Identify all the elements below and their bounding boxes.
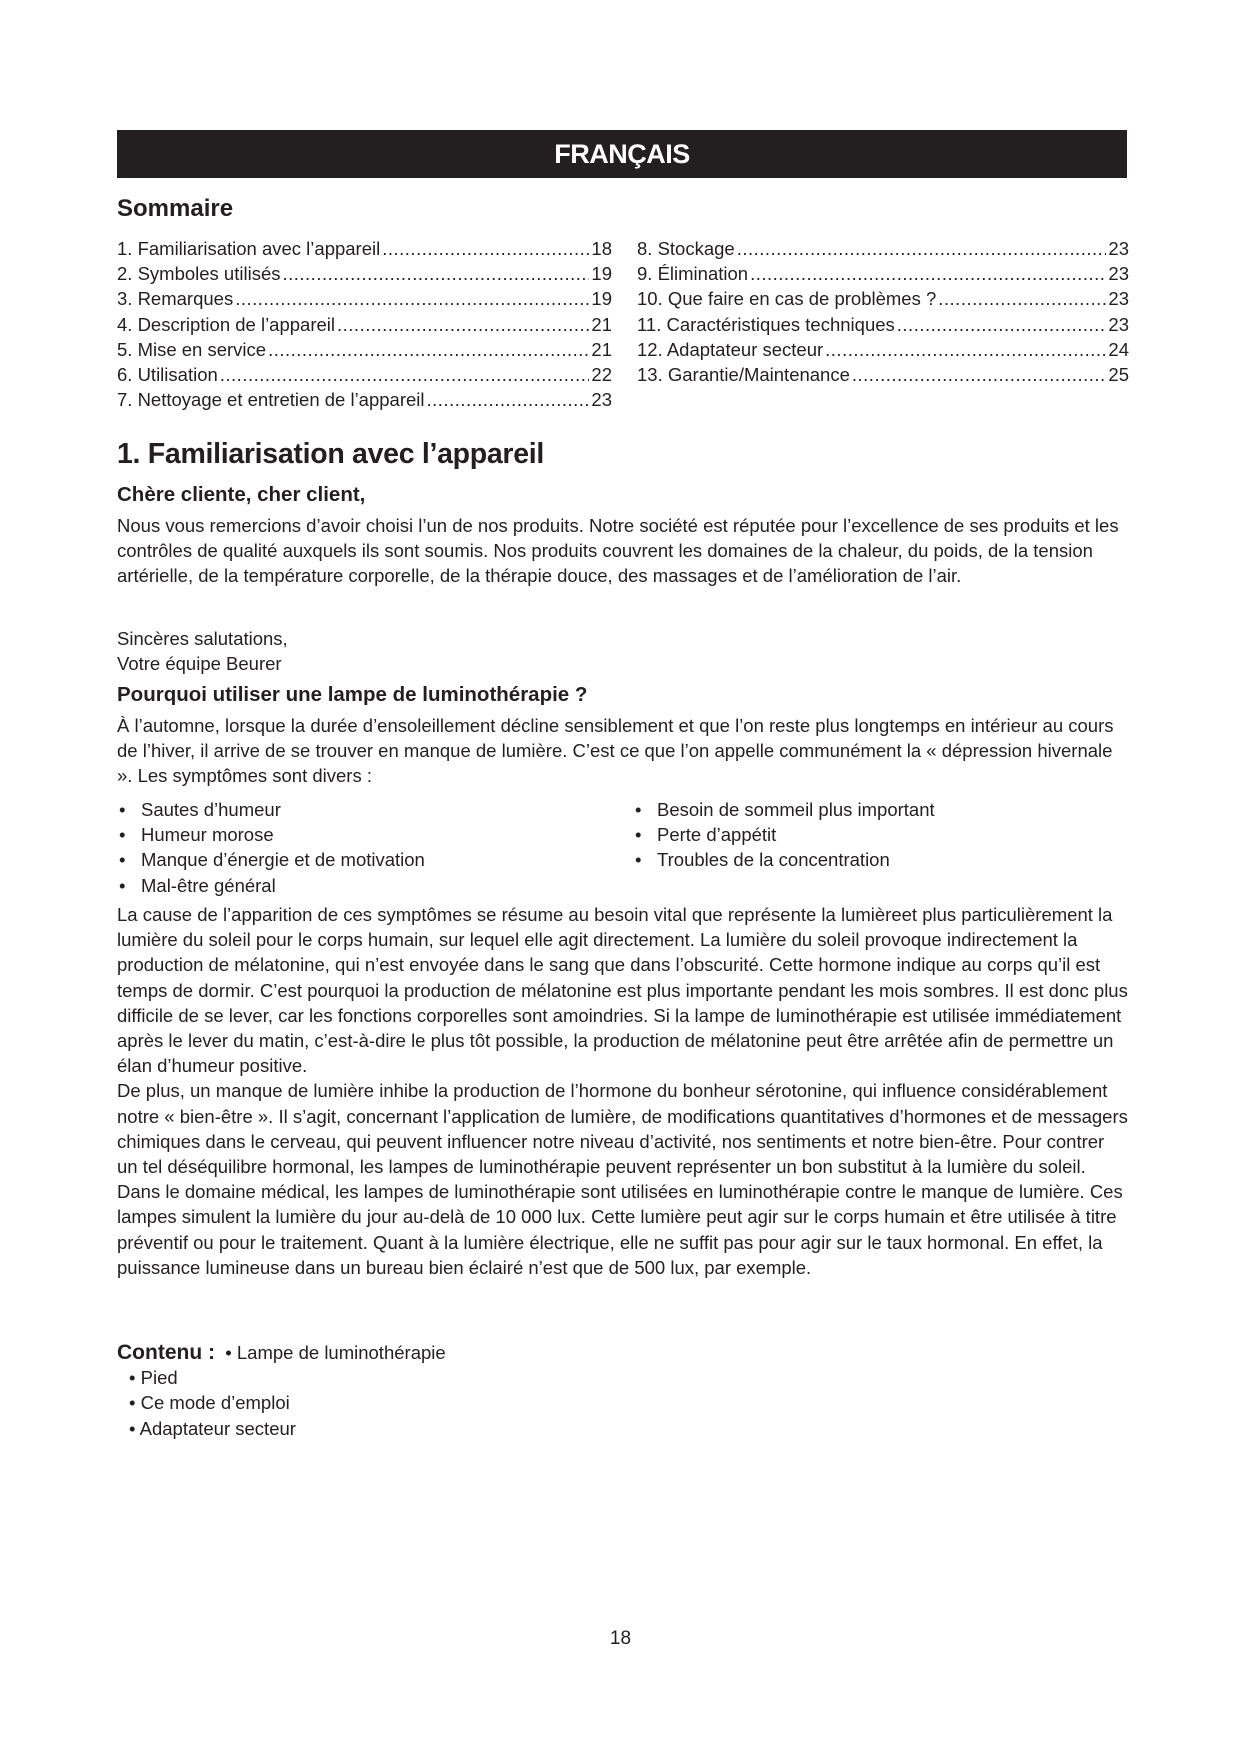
- toc-entry[interactable]: [117, 286, 612, 311]
- list-item-text: Ce mode d’emploi: [140, 1392, 290, 1414]
- bullet-icon: •: [129, 1392, 136, 1414]
- toc-title: Sommaire: [117, 195, 234, 222]
- why-paragraph: [117, 713, 1129, 789]
- list-item-text: Perte d’appétit: [657, 824, 777, 846]
- toc-leader-dots: [220, 362, 590, 387]
- closing-line-1: Sincères salutations,: [117, 628, 288, 649]
- toc-entry-page: 19: [591, 263, 612, 285]
- toc-entry-label: 7. Nettoyage et entretien de l’appareil: [117, 389, 425, 411]
- body-paragraph-1: La cause de l’apparition de ces symptômes se résume au besoin vital que représente la lumièreet plus particulièrement la lumière du soleil pour le corps humain, sur lequel elle agit directement. La lumière du soleil provoque indirectement la production de mélatonine, qui n’est envoyée dans le sang que dans l’obscurité. Cette hormone indique au corps qu’il est temps de dormir. C’est pourquoi la production de mélatonine est plus importante pendant les mois sombres. Il est donc plus difficile de se lever, car les fonctions corporelles sont amoindries. Si la lampe de luminothérapie est utilisée immédiatement après le lever du matin, c’est-à-dire le plus tôt possible, la production de mélatonine peut être arrêtée afin de permettre un élan d’humeur positive.: [117, 904, 1128, 1077]
- toc-entry-label: 4. Description de l’appareil: [117, 313, 336, 335]
- greeting-heading: Chère cliente, cher client,: [117, 483, 366, 506]
- list-item: [633, 822, 935, 847]
- list-item-text: Manque d’énergie et de motivation: [141, 849, 425, 871]
- contents-list: [117, 1340, 446, 1441]
- toc-entry[interactable]: [117, 236, 612, 261]
- toc-entry-label: 13. Garantie/Maintenance: [637, 364, 850, 386]
- bullet-icon: •: [129, 1367, 136, 1389]
- language-banner: [117, 130, 1127, 178]
- list-item-text: Besoin de sommeil plus important: [657, 799, 935, 820]
- toc-right-column: [637, 236, 1129, 387]
- body-paragraph-3: Dans le domaine médical, les lampes de luminothérapie sont utilisées en luminothérapie contre le manque de lumière. Ces lampes simulent la lumière du jour au-delà de 10 000 lux. Cette lumière peut agir sur le corps humain et être utilisée à titre préventif ou pour le traitement. Quant à la lumière électrique, elle ne suffit pas pour agir sur le taux hormonal. En effet, la puissance lumineuse dans un bureau bien éclairé n’est que de 500 lux, par exemple.: [117, 1181, 1123, 1278]
- list-item: [633, 847, 935, 872]
- toc-leader-dots: [737, 236, 1107, 261]
- list-item: [117, 1416, 446, 1441]
- contents-first-row: [117, 1340, 446, 1365]
- toc-entry-label: 12. Adaptateur secteur: [637, 338, 824, 360]
- toc-leader-dots: [268, 337, 589, 362]
- list-item-text: Sautes d’humeur: [141, 799, 281, 820]
- toc-entry-page: 23: [1108, 313, 1129, 335]
- toc-entry-page: 23: [591, 389, 612, 411]
- toc-entry-page: 21: [591, 338, 612, 360]
- toc-entry[interactable]: [117, 362, 612, 387]
- bullet-icon: •: [119, 799, 126, 820]
- bullet-icon: •: [119, 874, 126, 896]
- toc-entry-page: 21: [591, 313, 612, 335]
- toc-entry-page: 18: [591, 238, 612, 259]
- bullet-icon: •: [119, 849, 126, 871]
- bullet-icon: •: [635, 849, 642, 871]
- toc-entry[interactable]: [637, 286, 1129, 311]
- intro-text: Nous vous remercions d’avoir choisi l’un de nos produits. Notre société est réputée pour l’excellence de ses produits et les contrôles de qualité auxquels ils sont soumis. Nos produits couvrent les domaines de la chaleur, du poids, de la tension artérielle, de la température corporelle, de la thérapie douce, des massages et de l’amélioration de l’air.: [117, 515, 1119, 587]
- toc-leader-dots: [825, 337, 1106, 362]
- why-heading: Pourquoi utiliser une lampe de luminothérapie ?: [117, 683, 588, 706]
- body-paragraphs: [117, 902, 1129, 1280]
- toc-entry-page: 22: [591, 364, 612, 386]
- intro-paragraph: [117, 513, 1129, 589]
- toc-entry[interactable]: [117, 337, 612, 362]
- toc-leader-dots: [427, 387, 590, 412]
- toc-entry-label: 10. Que faire en cas de problèmes ?: [637, 288, 937, 310]
- toc-entry-label: 2. Symboles utilisés: [117, 263, 281, 285]
- toc-entry[interactable]: [637, 362, 1129, 387]
- list-item: [633, 797, 935, 822]
- bullet-icon: •: [635, 824, 642, 846]
- toc-entry-page: 23: [1108, 238, 1129, 259]
- toc-entry[interactable]: [117, 261, 612, 286]
- toc-entry[interactable]: [117, 387, 612, 412]
- toc-entry-label: 6. Utilisation: [117, 364, 218, 386]
- toc-left-column: [117, 236, 612, 412]
- toc-entry-label: 9. Élimination: [637, 263, 749, 285]
- bullet-icon: •: [225, 1342, 232, 1363]
- list-item: [117, 847, 425, 872]
- toc-entry-label: 11. Caractéristiques techniques: [637, 313, 895, 335]
- list-item-text: Adaptateur secteur: [139, 1417, 296, 1439]
- toc-entry-label: 8. Stockage: [637, 238, 735, 259]
- list-item: [117, 873, 425, 898]
- why-text: À l’automne, lorsque la durée d’ensoleillement décline sensiblement et que l’on reste plus longtemps en intérieur au cours de l’hiver, il arrive de se trouver en manque de lumière. C’est ce que l’on appelle communément la « dépression hivernale ». Les symptômes sont divers :: [117, 715, 1114, 787]
- toc-entry-label: 5. Mise en service: [117, 338, 267, 360]
- toc-leader-dots: [750, 261, 1106, 286]
- section-heading: 1. Familiarisation avec l’appareil: [117, 438, 544, 470]
- closing-block: [117, 626, 1129, 676]
- toc-entry[interactable]: [637, 337, 1129, 362]
- bullet-icon: •: [635, 799, 642, 820]
- bullet-icon: •: [119, 824, 126, 846]
- body-paragraph-2: De plus, un manque de lumière inhibe la production de l’hormone du bonheur sérotonine, qui influence considérablement notre « bien-être ». Il s’agit, concernant l’application de lumière, de modifications quantitatives d’hormones et de messagers chimiques dans le cerveau, qui peuvent influencer notre niveau d’activité, nos sentiments et notre bien-être. Pour contrer un tel déséquilibre hormonal, les lampes de luminothérapie peuvent représenter un bon substitut à la lumière du soleil.: [117, 1080, 1128, 1178]
- toc-leader-dots: [282, 261, 589, 286]
- toc-entry[interactable]: [637, 312, 1129, 337]
- bullet-icon: •: [129, 1417, 136, 1439]
- symptoms-list-right: [633, 797, 935, 873]
- list-item: [117, 822, 425, 847]
- toc-entry-page: 19: [591, 288, 612, 310]
- toc-entry[interactable]: [637, 236, 1129, 261]
- symptoms-list-left: [117, 797, 425, 898]
- list-item-text: Mal-être général: [141, 874, 276, 896]
- toc-entry-page: 23: [1108, 263, 1129, 285]
- toc-entry-label: 3. Remarques: [117, 288, 234, 310]
- toc-entry-label: 1. Familiarisation avec l’appareil: [117, 238, 381, 259]
- list-item: [117, 1390, 446, 1415]
- toc-entry-page: 24: [1108, 338, 1129, 360]
- toc-leader-dots: [235, 286, 589, 311]
- list-item-text: Troubles de la concentration: [657, 849, 890, 871]
- toc-entry[interactable]: [637, 261, 1129, 286]
- language-label: FRANÇAIS: [554, 139, 690, 169]
- toc-leader-dots: [337, 312, 589, 337]
- list-item: [117, 1365, 446, 1390]
- toc-entry-page: 25: [1108, 364, 1129, 386]
- toc-entry-page: 23: [1108, 288, 1129, 310]
- list-item-text: Lampe de luminothérapie: [236, 1342, 446, 1363]
- toc-leader-dots: [852, 362, 1107, 387]
- toc-leader-dots: [382, 236, 589, 261]
- toc-leader-dots: [938, 286, 1106, 311]
- page-number: 18: [609, 1628, 632, 1649]
- contents-label: Contenu :: [117, 1341, 215, 1364]
- list-item: [117, 797, 425, 822]
- closing-line-2: Votre équipe Beurer: [117, 653, 282, 675]
- toc-entry[interactable]: [117, 312, 612, 337]
- list-item-text: Humeur morose: [141, 824, 274, 846]
- toc-leader-dots: [897, 312, 1107, 337]
- list-item-text: Pied: [140, 1367, 178, 1389]
